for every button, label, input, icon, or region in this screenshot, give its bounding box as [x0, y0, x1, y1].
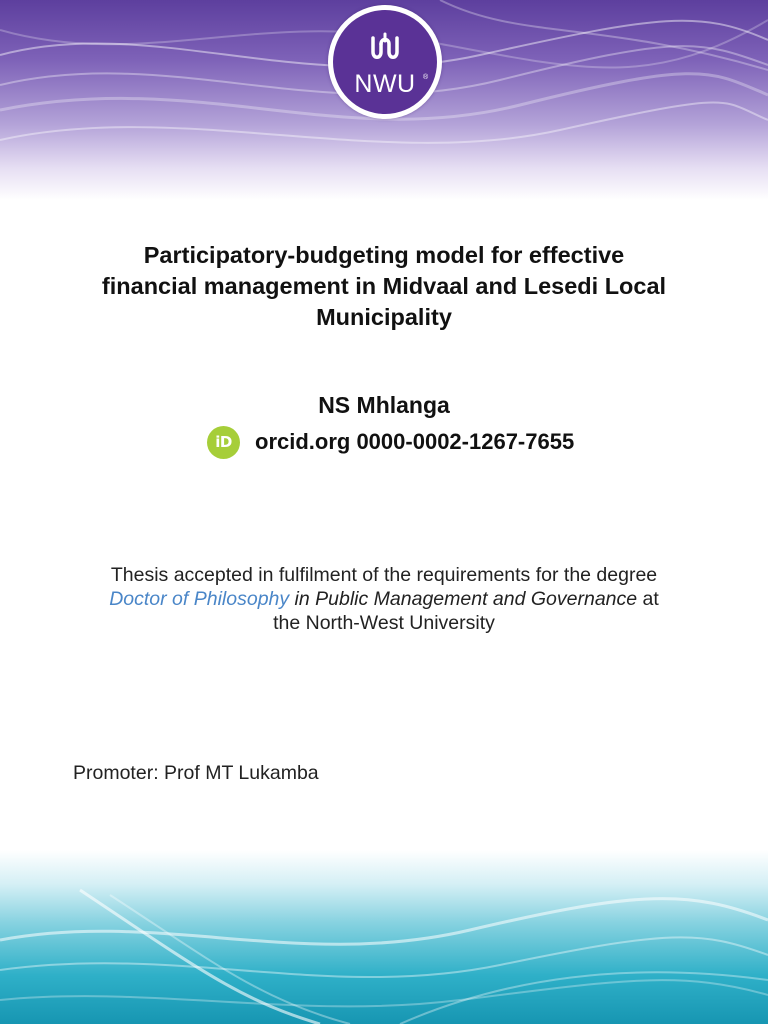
nwu-logo-circle — [333, 10, 437, 114]
statement-at: at — [637, 588, 659, 610]
title-line: financial management in Midvaal and Lesedi Local — [101, 273, 667, 299]
title-line: Municipality — [316, 304, 452, 330]
statement-line-1: Thesis accepted in fulfilment of the requirements for the degree — [110, 564, 658, 586]
wave-decoration — [0, 850, 768, 1024]
statement-in: in — [289, 588, 316, 610]
degree-statement — [40, 563, 728, 635]
orcid-link[interactable]: orcid.org 0000-0002-1267-7655 — [255, 429, 575, 454]
nwu-logo — [328, 5, 442, 119]
logo-text: NWU — [354, 70, 416, 98]
bottom-banner — [0, 850, 768, 1024]
registered-mark: ® — [423, 74, 429, 81]
orcid-row — [207, 425, 574, 459]
nwu-emblem-icon — [369, 32, 401, 64]
degree-name: Doctor of Philosophy — [109, 588, 290, 610]
author-name: NS Mhlanga — [318, 392, 450, 418]
thesis-title — [50, 240, 718, 333]
orcid-icon: iD — [207, 426, 240, 459]
promoter: Promoter: Prof MT Lukamba — [73, 762, 319, 784]
title-line: Participatory-budgeting model for effective — [143, 242, 625, 268]
statement-line-3: the North-West University — [273, 612, 495, 634]
field-of-study: Public Management and Governance — [315, 588, 638, 610]
